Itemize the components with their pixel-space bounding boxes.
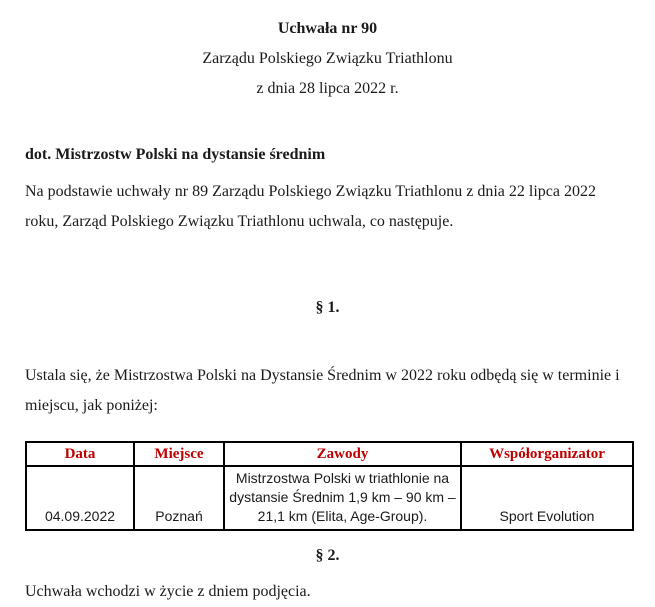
section-1-paragraph: Ustala się, że Mistrzostwa Polski na Dystansie Średnim w 2022 roku odbędą się w terminie i miejscu, jak poniżej:: [25, 367, 620, 414]
column-header-wspolorganizator: Współorganizator: [461, 442, 633, 466]
section-2-heading: § 2.: [315, 547, 340, 564]
column-header-data: Data: [26, 442, 134, 466]
table-header-row: [26, 442, 633, 466]
table-row: [26, 466, 633, 530]
section-1-heading: § 1.: [315, 299, 340, 316]
document-date-line: z dnia 28 lipca 2022 r.: [256, 80, 399, 97]
subject-line: dot. Mistrzostw Polski na dystansie średnim: [25, 146, 326, 163]
column-header-miejsce: Miejsce: [134, 442, 224, 466]
cell-miejsce: Poznań: [134, 466, 224, 530]
column-header-zawody: Zawody: [224, 442, 461, 466]
document-org-line: Zarządu Polskiego Związku Triathlonu: [202, 50, 453, 67]
title-block: [25, 14, 630, 104]
preamble-paragraph: Na podstawie uchwały nr 89 Zarządu Polskiego Związku Triathlonu z dnia 22 lipca 2022 roku, Zarząd Polskiego Związku Triathlonu uchwala, co następuje.: [25, 183, 596, 230]
cell-zawody: Mistrzostwa Polski w triathlonie na dystansie Średnim 1,9 km – 90 km – 21,1 km (Elita, Age-Group).: [224, 466, 461, 530]
cell-wspolorganizator: Sport Evolution: [461, 466, 633, 530]
events-table: [25, 441, 634, 531]
section-2-paragraph: Uchwała wchodzi w życie z dniem podjęcia.: [25, 583, 311, 600]
cell-data: 04.09.2022: [26, 466, 134, 530]
document-title: Uchwała nr 90: [277, 20, 378, 37]
